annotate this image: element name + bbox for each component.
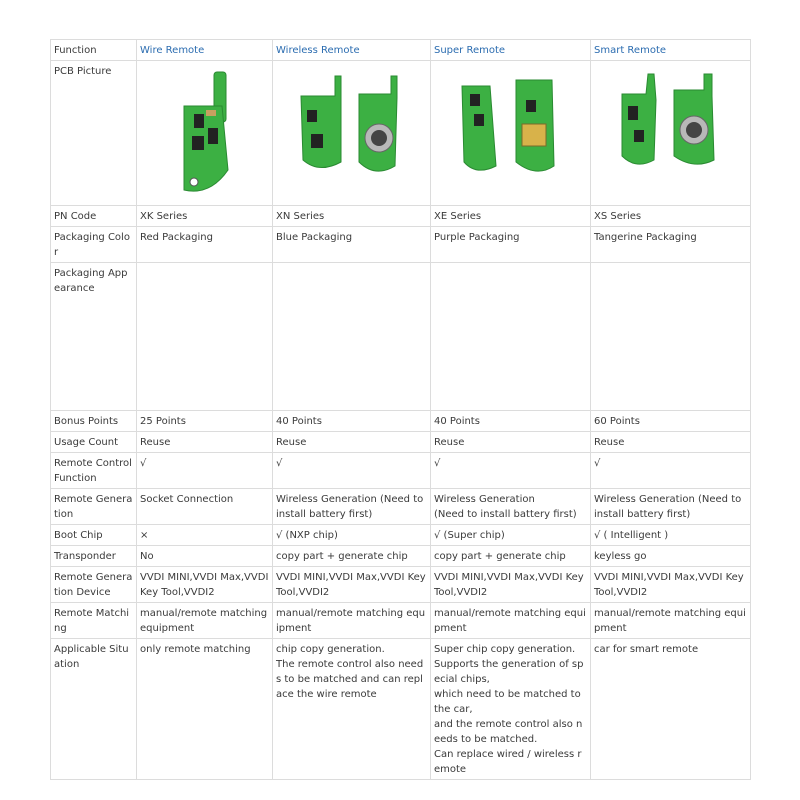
row-bonus-points (51, 411, 751, 432)
row-label: PN Code (51, 206, 137, 227)
row-label: Remote Generation (51, 489, 137, 525)
cell: Reuse (591, 432, 751, 453)
cell: √ (273, 453, 431, 489)
column-smart-remote[interactable]: Smart Remote (591, 40, 751, 61)
row-label: Packaging Color (51, 227, 137, 263)
cell: manual/remote matching equipment (591, 603, 751, 639)
cell: XK Series (137, 206, 273, 227)
cell: manual/remote matching equipment (137, 603, 273, 639)
row-remote-matching (51, 603, 751, 639)
pcb-image-wire (137, 61, 273, 206)
cell: 40 Points (431, 411, 591, 432)
cell: copy part + generate chip (431, 546, 591, 567)
row-remote-generation (51, 489, 751, 525)
cell: Wireless Generation (Need to install battery first) (431, 489, 591, 525)
row-label: Packaging Appearance (51, 263, 137, 411)
cell (591, 263, 751, 411)
row-label: Remote Matching (51, 603, 137, 639)
pcb-board-icon (297, 70, 407, 182)
row-label: Transponder (51, 546, 137, 567)
pcb-board-icon (456, 70, 566, 182)
row-label: Remote Generation Device (51, 567, 137, 603)
cell: 60 Points (591, 411, 751, 432)
cell: Tangerine Packaging (591, 227, 751, 263)
pcb-row (51, 61, 751, 206)
row-label: Applicable Situation (51, 639, 137, 780)
header-row (51, 40, 751, 61)
cell: Reuse (137, 432, 273, 453)
cell: manual/remote matching equipment (431, 603, 591, 639)
header-label: Function (51, 40, 137, 61)
cell: VVDI MINI,VVDI Max,VVDI Key Tool,VVDI2 (431, 567, 591, 603)
row-packaging-color (51, 227, 751, 263)
cell: keyless go (591, 546, 751, 567)
row-label: PCB Picture (51, 61, 137, 206)
cell (137, 263, 273, 411)
row-label: Remote Control Function (51, 453, 137, 489)
cell: XE Series (431, 206, 591, 227)
cell: Super chip copy generation. Supports the generation of special chips, which need to be matched to the car, and the remote control also needs to be matched. Can replace wired / wireless remote (431, 639, 591, 780)
pcb-image-wireless (273, 61, 431, 206)
cell: VVDI MINI,VVDI Max,VVDI Key Tool,VVDI2 (273, 567, 431, 603)
cell: Purple Packaging (431, 227, 591, 263)
cell: Wireless Generation (Need to install battery first) (273, 489, 431, 525)
cell: 25 Points (137, 411, 273, 432)
cell: √ (591, 453, 751, 489)
row-remote-generation-device (51, 567, 751, 603)
column-wire-remote[interactable]: Wire Remote (137, 40, 273, 61)
cell: only remote matching (137, 639, 273, 780)
cell: chip copy generation. The remote control also needs to be matched and can replace the wire remote (273, 639, 431, 780)
cell: car for smart remote (591, 639, 751, 780)
cell: XS Series (591, 206, 751, 227)
cell: VVDI MINI,VVDI Max,VVDI Key Tool,VVDI2 (591, 567, 751, 603)
cell: 40 Points (273, 411, 431, 432)
pcb-image-super (431, 61, 591, 206)
cell: XN Series (273, 206, 431, 227)
pcb-image-smart (591, 61, 751, 206)
row-applicable-situation (51, 639, 751, 780)
cell: Wireless Generation (Need to install battery first) (591, 489, 751, 525)
pcb-board-icon (170, 70, 240, 198)
cell: Red Packaging (137, 227, 273, 263)
column-super-remote[interactable]: Super Remote (431, 40, 591, 61)
cell: Reuse (273, 432, 431, 453)
row-usage-count (51, 432, 751, 453)
row-label: Boot Chip (51, 525, 137, 546)
row-label: Bonus Points (51, 411, 137, 432)
pcb-board-icon (616, 70, 726, 182)
cell: VVDI MINI,VVDI Max,VVDI Key Tool,VVDI2 (137, 567, 273, 603)
cell (273, 263, 431, 411)
comparison-table (50, 39, 751, 780)
cell: copy part + generate chip (273, 546, 431, 567)
row-boot-chip (51, 525, 751, 546)
row-remote-control-function (51, 453, 751, 489)
row-pn-code (51, 206, 751, 227)
cell: manual/remote matching equipment (273, 603, 431, 639)
cell: No (137, 546, 273, 567)
cell: × (137, 525, 273, 546)
cell: √ (Super chip) (431, 525, 591, 546)
row-transponder (51, 546, 751, 567)
column-wireless-remote[interactable]: Wireless Remote (273, 40, 431, 61)
cell: Reuse (431, 432, 591, 453)
cell: √ (431, 453, 591, 489)
cell: √ (137, 453, 273, 489)
row-packaging-appearance (51, 263, 751, 411)
cell: √ (NXP chip) (273, 525, 431, 546)
cell: Socket Connection (137, 489, 273, 525)
row-label: Usage Count (51, 432, 137, 453)
cell (431, 263, 591, 411)
cell: Blue Packaging (273, 227, 431, 263)
cell: √ ( Intelligent ) (591, 525, 751, 546)
